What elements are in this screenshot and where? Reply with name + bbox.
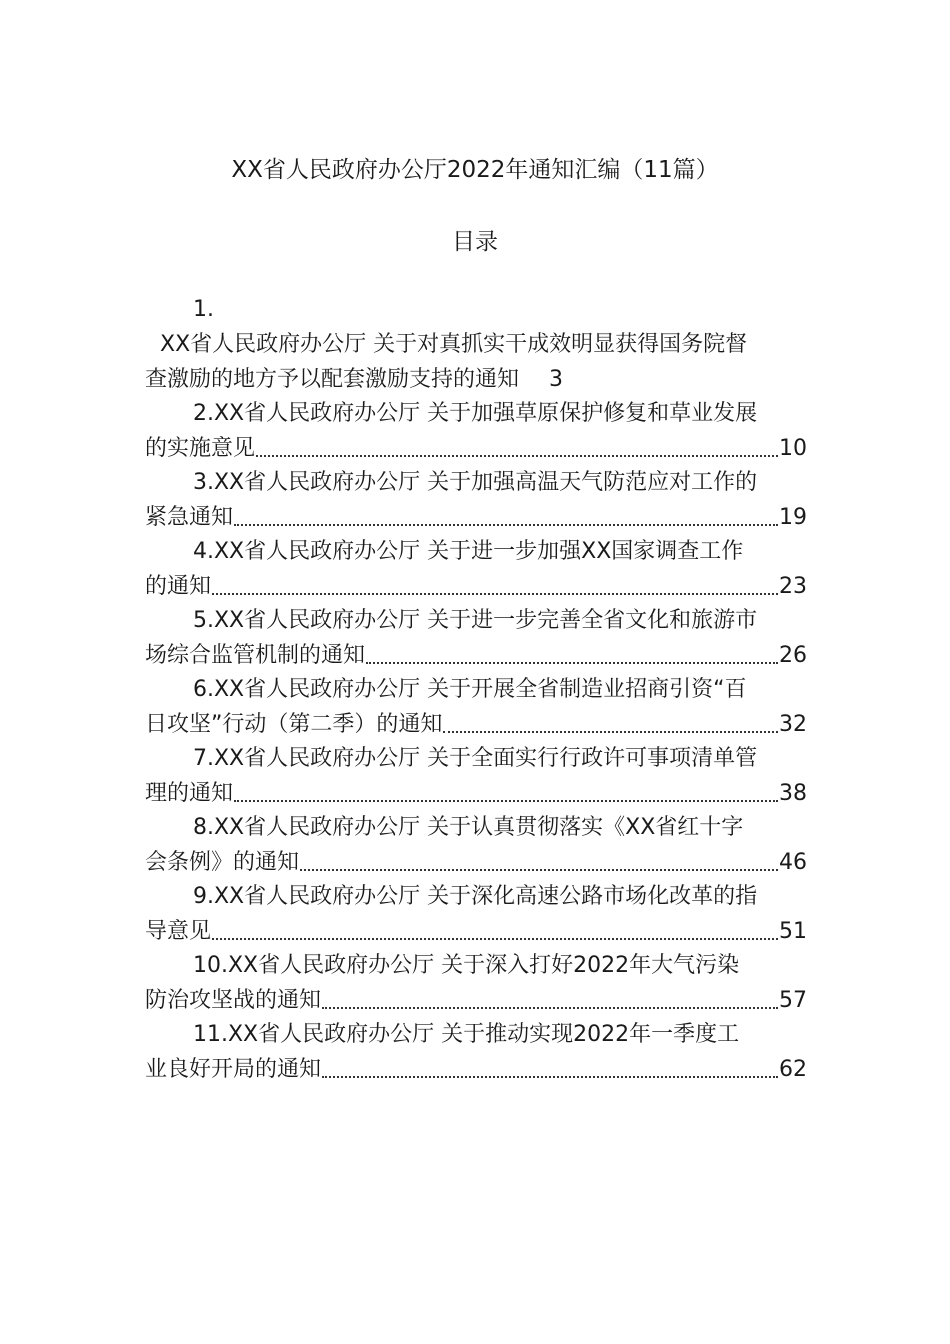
toc-entry-title-line1: 2.XX省人民政府办公厅 关于加强草原保护修复和草业发展 xyxy=(193,401,758,426)
toc-entry-title-line2-row xyxy=(145,1053,807,1088)
toc-entry-title-line1: 5.XX省人民政府办公厅 关于进一步完善全省文化和旅游市 xyxy=(193,608,758,633)
toc-entry-title-line2: 场综合监管机制的通知 xyxy=(145,642,366,668)
toc-entry-title-line2: 紧急通知 xyxy=(145,504,234,530)
toc-entry-title-line2: 的通知 xyxy=(145,573,212,599)
toc-entry-title-line1: 7.XX省人民政府办公厅 关于全面实行行政许可事项清单管 xyxy=(193,746,758,771)
toc-entry-title-line2: 查激励的地方予以配套激励支持的通知 xyxy=(145,366,520,392)
table-of-contents xyxy=(145,292,807,1087)
dot-leader xyxy=(322,990,778,1012)
dot-leader xyxy=(212,921,778,943)
toc-entry-title-line2-row xyxy=(145,501,807,536)
toc-entry-title-line1: 11.XX省人民政府办公厅 关于推动实现2022年一季度工 xyxy=(193,1022,740,1047)
toc-entry-page-number: 3 xyxy=(549,366,564,392)
toc-entry-page-number: 32 xyxy=(779,711,807,737)
toc-entry-page-number: 23 xyxy=(779,573,807,599)
toc-entry-title-line1: 6.XX省人民政府办公厅 关于开展全省制造业招商引资“百 xyxy=(193,677,747,702)
dot-leader xyxy=(300,852,778,874)
toc-entry-title-line2-row xyxy=(145,984,807,1019)
toc-entry[interactable] xyxy=(145,535,807,604)
toc-entry-title-line2: 导意见 xyxy=(145,918,212,944)
toc-entry-page-number: 62 xyxy=(779,1056,807,1082)
dot-leader xyxy=(443,714,778,736)
toc-entry[interactable] xyxy=(145,1018,807,1087)
toc-entry[interactable] xyxy=(145,742,807,811)
toc-entry-title-line2-row xyxy=(145,639,807,674)
dot-leader xyxy=(256,438,778,460)
toc-entry-title-line2-row xyxy=(145,846,807,881)
toc-entry-title-line1: 9.XX省人民政府办公厅 关于深化高速公路市场化改革的指 xyxy=(193,884,758,909)
toc-entry-title-line1: XX省人民政府办公厅 关于对真抓实干成效明显获得国务院督 xyxy=(160,332,748,357)
toc-entry[interactable] xyxy=(145,811,807,880)
dot-leader xyxy=(322,1059,778,1081)
toc-entry-title-line2-row xyxy=(145,363,807,398)
toc-entry-page-number: 46 xyxy=(779,849,807,875)
toc-entry-page-number: 26 xyxy=(779,642,807,668)
toc-entry-title-line2-row xyxy=(145,708,807,743)
toc-entry-title-line2-row xyxy=(145,432,807,467)
toc-entry[interactable] xyxy=(145,880,807,949)
toc-entry-page-number: 57 xyxy=(779,987,807,1013)
dot-leader xyxy=(234,507,778,529)
toc-entry-title-line2: 理的通知 xyxy=(145,780,234,806)
toc-entry-title-line1: 8.XX省人民政府办公厅 关于认真贯彻落实《XX省红十字 xyxy=(193,815,744,840)
dot-leader xyxy=(366,645,778,667)
toc-entry-title-line1: 4.XX省人民政府办公厅 关于进一步加强XX国家调查工作 xyxy=(193,539,744,564)
toc-entry-page-number: 38 xyxy=(779,780,807,806)
toc-entry[interactable] xyxy=(145,949,807,1018)
toc-entry[interactable] xyxy=(145,397,807,466)
toc-entry-title-line2-row xyxy=(145,777,807,812)
toc-heading: 目录 xyxy=(452,229,498,255)
toc-entry-title-line2: 日攻坚”行动（第二季）的通知 xyxy=(145,711,443,737)
document-title: XX省人民政府办公厅2022年通知汇编（11篇） xyxy=(231,157,719,183)
toc-entry-title-line1: 3.XX省人民政府办公厅 关于加强高温天气防范应对工作的 xyxy=(193,470,758,495)
toc-entry-page-number: 10 xyxy=(779,435,807,461)
toc-entry-title-line2: 的实施意见 xyxy=(145,435,256,461)
toc-entry[interactable] xyxy=(145,466,807,535)
toc-entry-title-line2: 业良好开局的通知 xyxy=(145,1056,322,1082)
toc-entry-title-line2: 会条例》的通知 xyxy=(145,849,300,875)
toc-entry-title-line2-row xyxy=(145,915,807,950)
dot-leader xyxy=(212,576,778,598)
toc-entry-page-number: 19 xyxy=(779,504,807,530)
toc-entry[interactable] xyxy=(145,328,807,397)
toc-first-entry-number: 1. xyxy=(193,297,214,322)
toc-entry-page-number: 51 xyxy=(779,918,807,944)
toc-entry[interactable] xyxy=(145,673,807,742)
toc-entry[interactable] xyxy=(145,604,807,673)
toc-entries xyxy=(145,328,807,1087)
toc-entry-title-line1: 10.XX省人民政府办公厅 关于深入打好2022年大气污染 xyxy=(193,953,740,978)
toc-entry-title-line2-row xyxy=(145,570,807,605)
dot-leader xyxy=(234,783,778,805)
toc-entry-title-line2: 防治攻坚战的通知 xyxy=(145,987,322,1013)
